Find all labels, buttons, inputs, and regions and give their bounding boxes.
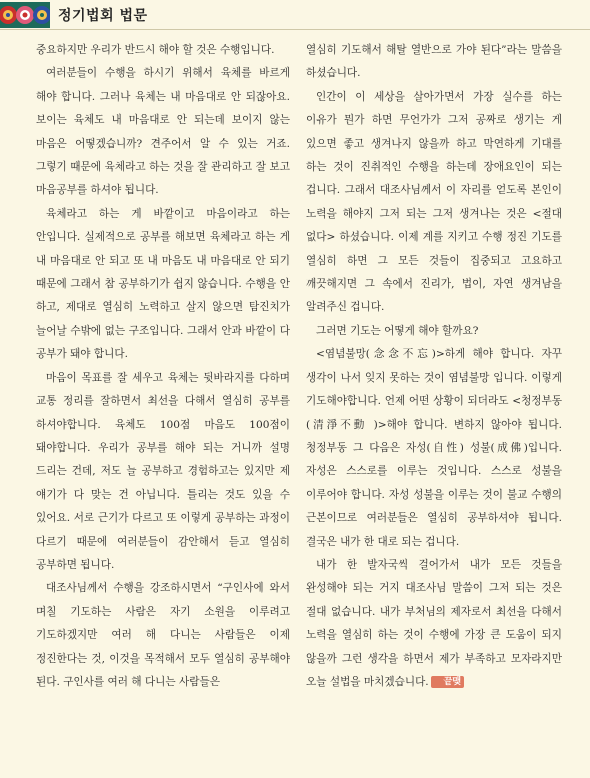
paragraph: 열심히 기도해서 해탈 열반으로 가야 된다”라는 말씀을 하셨습니다. bbox=[306, 44, 562, 80]
left-column bbox=[36, 39, 290, 694]
paragraph bbox=[306, 554, 562, 694]
dancheong-ornament-icon bbox=[0, 2, 50, 28]
paragraph: 중요하지만 우리가 반드시 해야 할 것은 수행입니다. bbox=[36, 44, 275, 56]
paragraph: 인간이 이 세상을 살아가면서 가장 실수를 하는 이유가 뭔가 하면 무언가가 그저 공짜로 생기는 게 있으면 좋고 생겨나지 않을까 하고 막연하게 기대를 하는 것이 진취적인 수행을 하는데 장애요인이 되는 겁니다. 그래서 대조사님께서 이 자리를 얻도록 본인이 노력을 해야지 그저 되는 그저 생겨나는 것은 <절대 없다> 하셨습니다. 이제 계를 지키고 수행 정진 기도를 열심히 하면 그 모든 것들이 집중되고 고요하고 깨끗해지면 그 속에서 진리가, 법이, 자연 생겨남을 알려주신 겁니다. bbox=[306, 90, 562, 314]
paragraph: 여러분들이 수행을 하시기 위해서 육체를 바르게 해야 합니다. 그러나 육체는 내 마음대로 안 되잖아요. 보이는 육체도 내 마음대로 안 되는데 보이지 않는 마음은 어떻겠습니까? 견주어서 알 수 있는 거죠. 그렇기 때문에 육체라고 하는 것을 잘 관리하고 잘 보고 마음공부를 하셔야 됩니다. bbox=[36, 67, 290, 197]
paragraph: 육체라고 하는 게 바깥이고 마음이라고 하는 안입니다. 실제적으로 공부를 해보면 육체라고 하는 게 내 마음대로 안 되고 또 내 마음도 내 마음대로 안 되기 때문에 그래서 참 공부하기가 쉽지 않습니다. 수행을 안 하고, 제대로 열심히 노력하고 살지 않으면 탐진치가 늘어날 수밖에 없는 구조입니다. 그래서 안과 바깥이 다 공부가 돼야 합니다. bbox=[36, 207, 290, 361]
paragraph: 대조사님께서 수행을 강조하시면서 “구인사에 와서 며칠 기도하는 사람은 자기 소원을 이루려고 기도하겠지만 여러 해 다니는 사람들은 이제 정진한다는 것, 이것을 목적해서 모두 열심히 공부해야 된다. 구인사를 여러 해 다니는 사람들은 bbox=[36, 582, 290, 688]
right-column bbox=[306, 39, 562, 694]
paragraph: <염념불망(念念不忘)>하게 해야 합니다. 자꾸 생각이 나서 잊지 못하는 것이 염념불망 입니다. 이렇게 기도해야합니다. 언제 어떤 상황이 되더라도 <청정부동(清淨不動 )>해야 합니다. 변하지 않아야 됩니다. 청정부동 그 다음은 자성(自性) 성불(成佛)입니다. 자성은 스스로를 이루는 것입니다. 스스로 성불을 이루어야 합니다. 자성 성불을 이루는 것이 불교 수행의 근본이므로 여러분들은 열심히 공부하셔야 됩니다. 결국은 내가 한 대로 되는 겁니다. bbox=[306, 348, 562, 548]
paragraph-text: 내가 한 발자국씩 걸어가서 내가 모든 것들을 완성해야 되는 거지 대조사님 말씀이 그저 되는 것은 절대 없습니다. 내가 부처님의 제자로서 최선을 다해서 노력을 열심히 하는 것이 수행에 가장 큰 도움이 되지 않을까 그런 생각을 하면서 제가 부족하고 모자라지만 오늘 설법을 마치겠습니다. bbox=[306, 558, 562, 688]
page-header bbox=[0, 0, 590, 30]
page-title: 정기법회 법문 bbox=[58, 8, 148, 24]
header-divider bbox=[0, 29, 590, 30]
end-mark: 끝맺 bbox=[431, 676, 464, 688]
paragraph: 그러면 기도는 어떻게 해야 할까요? bbox=[316, 324, 479, 337]
paragraph: 마음이 목표를 잘 세우고 육체는 뒷바라지를 다하며 교통 정리를 잘하면서 최선을 다해서 열심히 공부를 하셔야합니다. 육체도 100점 마음도 100점이 돼야합니다. 우리가 공부를 해야 되는 거니까 설명 드리는 건데, 저도 늘 공부하고 경험하고는 있지만 제 얘기가 다 맞는 건 아닙니다. 틀리는 것도 있을 수 있어요. 서로 근기가 다르고 또 이렇게 공부하는 과정이 다르기 때문에 여러분들이 감안해서 듣고 열심히 공부하면 됩니다. bbox=[36, 371, 290, 571]
